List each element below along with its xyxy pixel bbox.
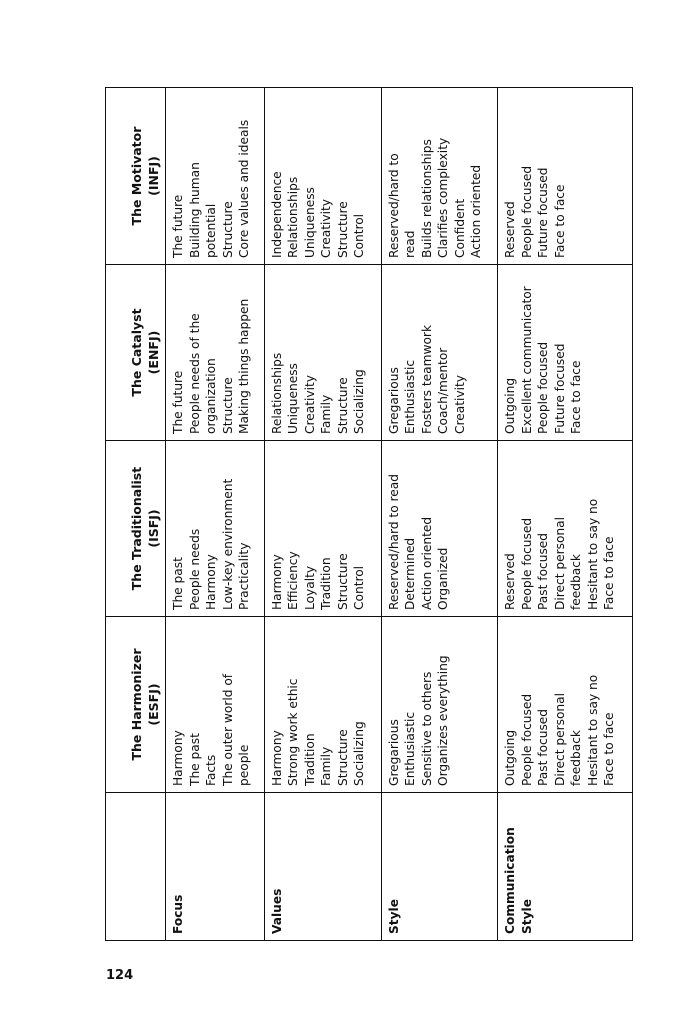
- cell-line: Past focused: [536, 532, 551, 610]
- page-number: 124: [106, 968, 134, 983]
- cell-line: Harmony: [171, 730, 185, 786]
- cell-line: Future focused: [552, 343, 567, 434]
- cell-line: Low-key environment: [220, 478, 235, 610]
- column-title: The Motivator: [129, 126, 144, 226]
- table-cell: [498, 88, 633, 265]
- cell-line: The past: [171, 557, 185, 610]
- cell-line: Efficiency: [286, 551, 301, 610]
- row-label: Focus: [166, 793, 265, 941]
- header-catalyst: [106, 265, 166, 441]
- cell-line: Control: [352, 565, 367, 610]
- cell-line: Creativity: [452, 375, 467, 434]
- table-row-communication-style: [498, 88, 633, 941]
- personality-types-table: [105, 87, 633, 941]
- header-traditionalist: [106, 441, 166, 617]
- cell-line: Relationships: [286, 176, 301, 258]
- cell-line: Structure: [220, 377, 235, 434]
- cell-line: Core values and ideals: [237, 119, 251, 258]
- cell-line: Determined: [403, 537, 418, 610]
- cell-line: Past focused: [536, 708, 551, 786]
- cell-line: read: [403, 230, 418, 258]
- cell-line: People focused: [519, 517, 534, 610]
- cell-line: Face to face: [569, 360, 584, 434]
- cell-line: Creativity: [302, 375, 317, 434]
- cell-line: Excellent communicator: [519, 286, 534, 434]
- cell-line: Face to face: [552, 184, 567, 258]
- table-body: [166, 88, 633, 941]
- row-label: Style: [381, 793, 498, 941]
- cell-line: Organized: [436, 547, 451, 610]
- cell-line: Independence: [269, 171, 284, 258]
- table-row-style: [381, 88, 498, 941]
- table-cell: [381, 441, 498, 617]
- cell-line: People focused: [536, 341, 551, 434]
- cell-line: Fosters teamwork: [419, 324, 434, 434]
- cell-line: People focused: [519, 165, 534, 258]
- cell-line: Gregarious: [386, 719, 401, 786]
- cell-line: Socializing: [352, 369, 367, 434]
- cell-line: Reserved: [503, 553, 518, 610]
- cell-line: Future focused: [536, 167, 551, 258]
- cell-line: Tradition: [302, 733, 317, 786]
- column-type: (ENFJ): [145, 330, 161, 375]
- table-cell: [166, 88, 265, 265]
- cell-line: Relationships: [269, 352, 284, 434]
- cell-line: Sensitive to others: [419, 671, 434, 786]
- column-title: The Harmonizer: [129, 648, 144, 761]
- table-cell: [166, 617, 265, 793]
- cell-line: Uniqueness: [286, 363, 301, 434]
- cell-line: Enthusiastic: [403, 711, 418, 786]
- cell-line: The outer world of: [220, 673, 235, 786]
- cell-line: Strong work ethic: [286, 678, 301, 786]
- header-motivator: [106, 88, 166, 265]
- table-row-values: [264, 88, 381, 941]
- cell-line: Builds relationships: [419, 139, 434, 258]
- header-harmonizer: [106, 617, 166, 793]
- cell-line: Building human: [187, 162, 202, 258]
- cell-line: Tradition: [319, 557, 334, 610]
- cell-line: Family: [319, 746, 334, 786]
- table-cell: [381, 88, 498, 265]
- cell-line: Enthusiastic: [403, 359, 418, 434]
- cell-line: Practicality: [237, 542, 251, 610]
- cell-line: Structure: [335, 377, 350, 434]
- cell-line: The past: [187, 733, 202, 786]
- cell-line: Structure: [220, 201, 235, 258]
- table-cell: [381, 265, 498, 441]
- cell-line: Structure: [335, 553, 350, 610]
- cell-line: The future: [171, 370, 185, 434]
- cell-line: Gregarious: [386, 367, 401, 434]
- cell-line: people: [237, 744, 251, 786]
- cell-line: Making things happen: [237, 298, 251, 434]
- cell-line: Action oriented: [419, 516, 434, 610]
- cell-line: Facts: [204, 754, 218, 786]
- row-label: Communication Style: [498, 793, 633, 941]
- cell-line: Organizes everything: [436, 655, 451, 786]
- cell-line: The future: [171, 194, 185, 258]
- table-cell: [166, 265, 265, 441]
- cell-line: Harmony: [269, 730, 284, 786]
- cell-line: Face to face: [602, 536, 617, 610]
- cell-line: Confident: [452, 198, 467, 258]
- table-cell: [264, 88, 381, 265]
- header-corner-cell: [106, 793, 166, 941]
- header-row: [106, 88, 166, 941]
- cell-line: Harmony: [269, 554, 284, 610]
- cell-line: Direct personal: [552, 693, 567, 786]
- cell-line: Family: [319, 394, 334, 434]
- column-type: (ESFJ): [145, 683, 161, 726]
- personality-table-container: [105, 88, 633, 941]
- cell-line: Uniqueness: [302, 187, 317, 258]
- cell-line: Control: [352, 213, 367, 258]
- table-row-focus: [166, 88, 265, 941]
- cell-line: People focused: [519, 693, 534, 786]
- cell-line: Creativity: [319, 199, 334, 258]
- table-cell: [264, 265, 381, 441]
- table-cell: [264, 441, 381, 617]
- cell-line: Hesitant to say no: [585, 674, 600, 786]
- cell-line: People needs: [187, 528, 202, 610]
- cell-line: Reserved/hard to: [386, 153, 401, 258]
- table-cell: [498, 617, 633, 793]
- cell-line: Hesitant to say no: [585, 498, 600, 610]
- cell-line: Reserved: [503, 201, 518, 258]
- cell-line: organization: [204, 358, 218, 434]
- cell-line: Harmony: [204, 554, 218, 610]
- cell-line: Loyalty: [302, 565, 317, 610]
- table-cell: [264, 617, 381, 793]
- cell-line: People needs of the: [187, 313, 202, 434]
- cell-line: Structure: [335, 729, 350, 786]
- cell-line: Coach/mentor: [436, 347, 451, 434]
- cell-line: Outgoing: [503, 377, 518, 434]
- table-cell: [498, 265, 633, 441]
- column-title: The Catalyst: [129, 308, 144, 397]
- row-label: Values: [264, 793, 381, 941]
- cell-line: Outgoing: [503, 729, 518, 786]
- table-cell: [498, 441, 633, 617]
- cell-line: Face to face: [602, 712, 617, 786]
- cell-line: Structure: [335, 201, 350, 258]
- rotated-table-frame: [105, 88, 633, 941]
- cell-line: Reserved/hard to read: [386, 474, 401, 610]
- cell-line: feedback: [569, 554, 584, 610]
- cell-line: Clarifies complexity: [436, 137, 451, 258]
- table-cell: [166, 441, 265, 617]
- column-title: The Traditionalist: [129, 466, 144, 591]
- cell-line: Socializing: [352, 721, 367, 786]
- column-type: (ISFJ): [145, 509, 161, 548]
- cell-line: feedback: [569, 730, 584, 786]
- cell-line: Direct personal: [552, 517, 567, 610]
- cell-line: Action oriented: [469, 164, 484, 258]
- table-cell: [381, 617, 498, 793]
- column-type: (INFJ): [145, 156, 161, 196]
- cell-line: potential: [204, 203, 218, 258]
